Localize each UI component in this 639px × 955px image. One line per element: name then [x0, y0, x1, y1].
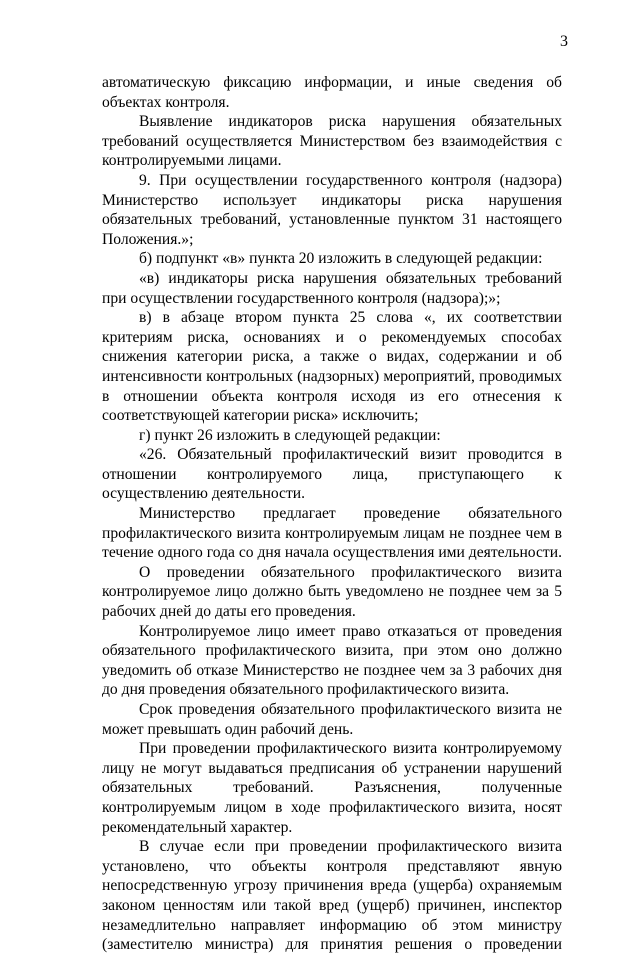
paragraph-continuation: автоматическую фиксацию информации, и иные сведения об объектах контроля. — [102, 74, 562, 111]
paragraph-threat-case: В случае если при проведении профилактического визита установлено, что объекты контроля представляют явную непосредственную угрозу причинения вреда (ущерба) охраняемым законом ценностям или такой вред (ущерб) причинен, инспектор незамедлительно направляет информацию об этом министру (заместителю министра) для принятия решения о проведении — [102, 838, 562, 954]
paragraph-no-prescriptions: При проведении профилактического визита контролируемому лицу не могут выдаваться предписания об устранении нарушений обязательных требований. Разъяснения, полученные контролируемым лицом в ходе профилактического визита, носят рекомендательный характер. — [102, 740, 562, 836]
paragraph-right-to-refuse: Контролируемое лицо имеет право отказаться от проведения обязательного профилактического визита, при этом оно должно уведомить об отказе Министерство не позднее чем за 3 рабочих дня до дня проведения обязательного профилактического визита. — [102, 622, 562, 699]
paragraph-subitem-v-text: «в) индикаторы риска нарушения обязательных требований при осуществлении государственного контроля (надзора);»; — [102, 269, 562, 307]
paragraph-visit-duration: Срок проведения обязательного профилактического визита не может превышать один рабочий день. — [102, 701, 562, 738]
paragraph-risk-indicators-detection: Выявление индикаторов риска нарушения обязательных требований осуществляется Министерством без взаимодействия с контролируемыми лицами. — [102, 113, 562, 170]
page-number: 3 — [560, 33, 568, 50]
paragraph-subitem-g: г) пункт 26 изложить в следующей редакции: — [139, 426, 441, 444]
paragraph-subitem-b: б) подпункт «в» пункта 20 изложить в следующей редакции: — [139, 250, 543, 268]
paragraph-notification-5-days: О проведении обязательного профилактического визита контролируемое лицо должно быть уведомлено не позднее чем за 5 рабочих дней до даты его проведения. — [102, 563, 562, 621]
paragraph-subitem-v-item-25: в) в абзаце втором пункта 25 слова «, их соответствии критериям риска, основаниях и о рекомендуемых способах снижения категории риска, а также о видах, содержании и об интенсивности контрольных (надзорных) мероприятий, проводимых в отношении объекта контроля исходя из его отнесения к соответствующей категории риска» исключить; — [102, 309, 562, 425]
document-body — [102, 73, 562, 955]
paragraph-item-26: «26. Обязательный профилактический визит проводится в отношении контролируемого лица, приступающего к осуществлению деятельности. — [102, 446, 562, 503]
paragraph-item-9: 9. При осуществлении государственного контроля (надзора) Министерство использует индикаторы риска нарушения обязательных требований, установленные пунктом 31 настоящего Положения.»; — [102, 171, 562, 248]
paragraph-ministry-proposes-visit: Министерство предлагает проведение обязательного профилактического визита контролируемым лицам не позднее чем в течение одного года со дня начала осуществления ими деятельности. — [102, 505, 562, 562]
